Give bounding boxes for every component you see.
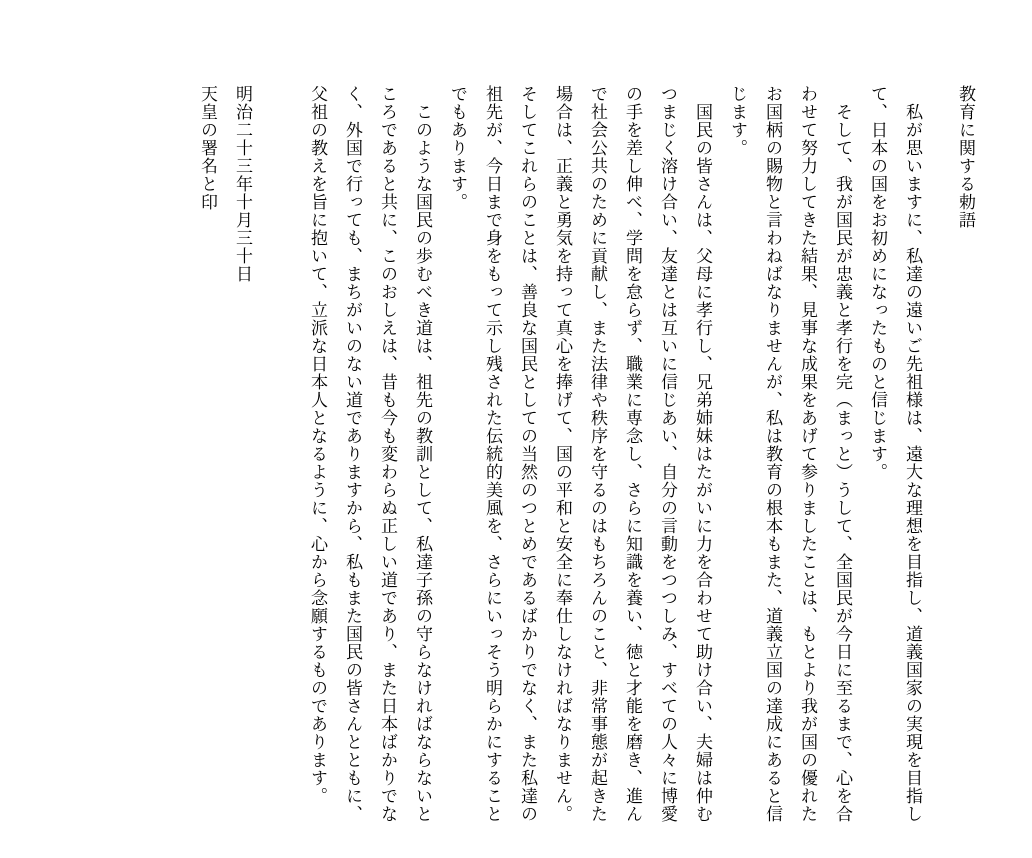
body-line: の手を差し伸べ、学問を怠らず、職業に専念し、さらに知識を養い、徳と才能を磨き、進ん <box>622 85 642 823</box>
title-line: 教育に関する勅語 <box>955 85 975 229</box>
body-line: わせて努力してきた結果、見事な成果をあげて参りましたことは、もとより我が国の優れた <box>797 85 817 823</box>
body-line: つまじく溶け合い、友達とは互いに信じあい、自分の言動をつつしみ、すべての人々に博愛 <box>657 85 677 823</box>
body-line: でもあります。 <box>447 85 467 211</box>
body-line: で社会公共のために貢献し、また法律や秩序を守るのはもちろんのこと、非常事態が起きた <box>587 85 607 823</box>
body-line: じます。 <box>727 85 747 157</box>
body-line: ころであると共に、このおしえは、昔も今も変わらぬ正しい道であり、また日本ばかりでな <box>377 85 397 823</box>
rescript-on-education-document <box>189 85 982 823</box>
body-line: 父祖の教えを旨に抱いて、立派な日本人となるように、心から念願するものであります。 <box>307 85 327 805</box>
body-line: お国柄の賜物と言わねばなりませんが、私は教育の根本もまた、道義立国の達成にあると信 <box>762 85 782 823</box>
body-line: 場合は、正義と勇気を持って真心を捧げて、国の平和と安全に奉仕しなければなりません。 <box>552 85 572 823</box>
body-line: そしてこれらのことは、善良な国民としての当然のつとめであるばかりでなく、また私達の <box>517 85 537 823</box>
body-line: このような国民の歩むべき道は、祖先の教訓として、私達子孫の守らなければならないと <box>412 85 432 823</box>
body-line: て、日本の国をお初めになったものと信じます。 <box>867 85 887 481</box>
body-line: く、外国で行っても、まちがいのない道でありますから、私もまた国民の皆さんとともに、 <box>342 85 362 823</box>
signature-line: 天皇の署名と印 <box>197 85 217 211</box>
body-line: 祖先が、今日まで身をもって示し残された伝統的美風を、さらにいっそう明らかにすること <box>482 85 502 823</box>
body-line: 私が思いますに、私達の遠いご先祖様は、遠大な理想を目指し、道義国家の実現を目指し <box>902 85 922 823</box>
date-line: 明治二十三年十月三十日 <box>232 85 252 283</box>
body-line: 国民の皆さんは、父母に孝行し、兄弟姉妹はたがいに力を合わせて助け合い、夫婦は仲む <box>692 85 712 823</box>
body-line: そして、我が国民が忠義と孝行を完（まっと）うして、全国民が今日に至るまで、心を合 <box>832 85 852 823</box>
